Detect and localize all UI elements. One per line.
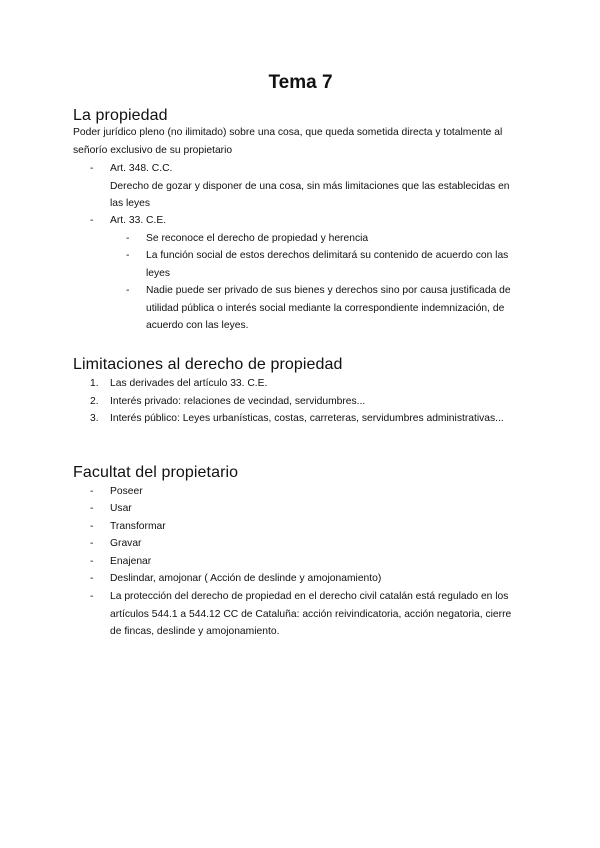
list-bullet: - xyxy=(126,233,130,244)
list-bullet: - xyxy=(90,163,94,174)
section-intro-paragraph: Poder jurídico pleno (no ilimitado) sobre una cosa, que queda sometida directa y totalmente al señorío exclusivo de su propietario xyxy=(73,127,503,156)
list-number: 2. xyxy=(90,396,99,407)
list-bullet: - xyxy=(90,503,94,514)
sublist-item-text: La función social de estos derechos delimitará su contenido de acuerdo con las leyes xyxy=(146,250,509,279)
list-item-text: Poseer xyxy=(110,486,143,497)
section-heading-limitaciones: Limitaciones al derecho de propiedad xyxy=(73,356,343,373)
list-number: 3. xyxy=(90,413,99,424)
list-item-text: La protección del derecho de propiedad en el derecho civil catalán está regulado en los artículos 544.1 a 544.12 CC de Cataluña: acción reivindicatoria, acción negatoria, cierre de fincas, deslinde y amojonamiento. xyxy=(110,591,512,638)
list-bullet: - xyxy=(90,556,94,567)
list-item-text: Deslindar, amojonar ( Acción de deslinde y amojonamiento) xyxy=(110,573,382,584)
sublist-item-text: Se reconoce el derecho de propiedad y herencia xyxy=(146,233,369,244)
list-bullet: - xyxy=(126,285,130,296)
list-item-text: Gravar xyxy=(110,538,142,549)
list-bullet: - xyxy=(90,486,94,497)
section-heading-la-propiedad: La propiedad xyxy=(73,107,168,124)
list-bullet: - xyxy=(90,573,94,584)
list-bullet: - xyxy=(126,250,130,261)
list-bullet: - xyxy=(90,521,94,532)
list-bullet: - xyxy=(90,591,94,602)
numbered-item-text: Las derivades del artículo 33. C.E. xyxy=(110,378,268,389)
numbered-item-text: Interés público: Leyes urbanísticas, costas, carreteras, servidumbres administrativas... xyxy=(110,413,504,424)
list-number: 1. xyxy=(90,378,99,389)
list-bullet: - xyxy=(90,538,94,549)
page-title: Tema 7 xyxy=(268,72,333,93)
list-item-text: Usar xyxy=(110,503,132,514)
list-item-text: Transformar xyxy=(110,521,166,532)
list-bullet: - xyxy=(90,215,94,226)
list-item-text: Enajenar xyxy=(110,556,152,567)
sublist-item-text: Nadie puede ser privado de sus bienes y derechos sino por causa justificada de utilidad pública o interés social mediante la correspondiente indemnización, de acuerdo con las leyes. xyxy=(146,285,511,332)
section-heading-facultat: Facultat del propietario xyxy=(73,464,239,481)
list-item-label: Art. 348. C.C. xyxy=(110,163,173,174)
list-item-text: Derecho de gozar y disponer de una cosa, sin más limitaciones que las establecidas en las leyes xyxy=(110,180,510,210)
list-item-label: Art. 33. C.E. xyxy=(110,215,167,226)
numbered-item-text: Interés privado: relaciones de vecindad, servidumbres... xyxy=(110,396,366,407)
